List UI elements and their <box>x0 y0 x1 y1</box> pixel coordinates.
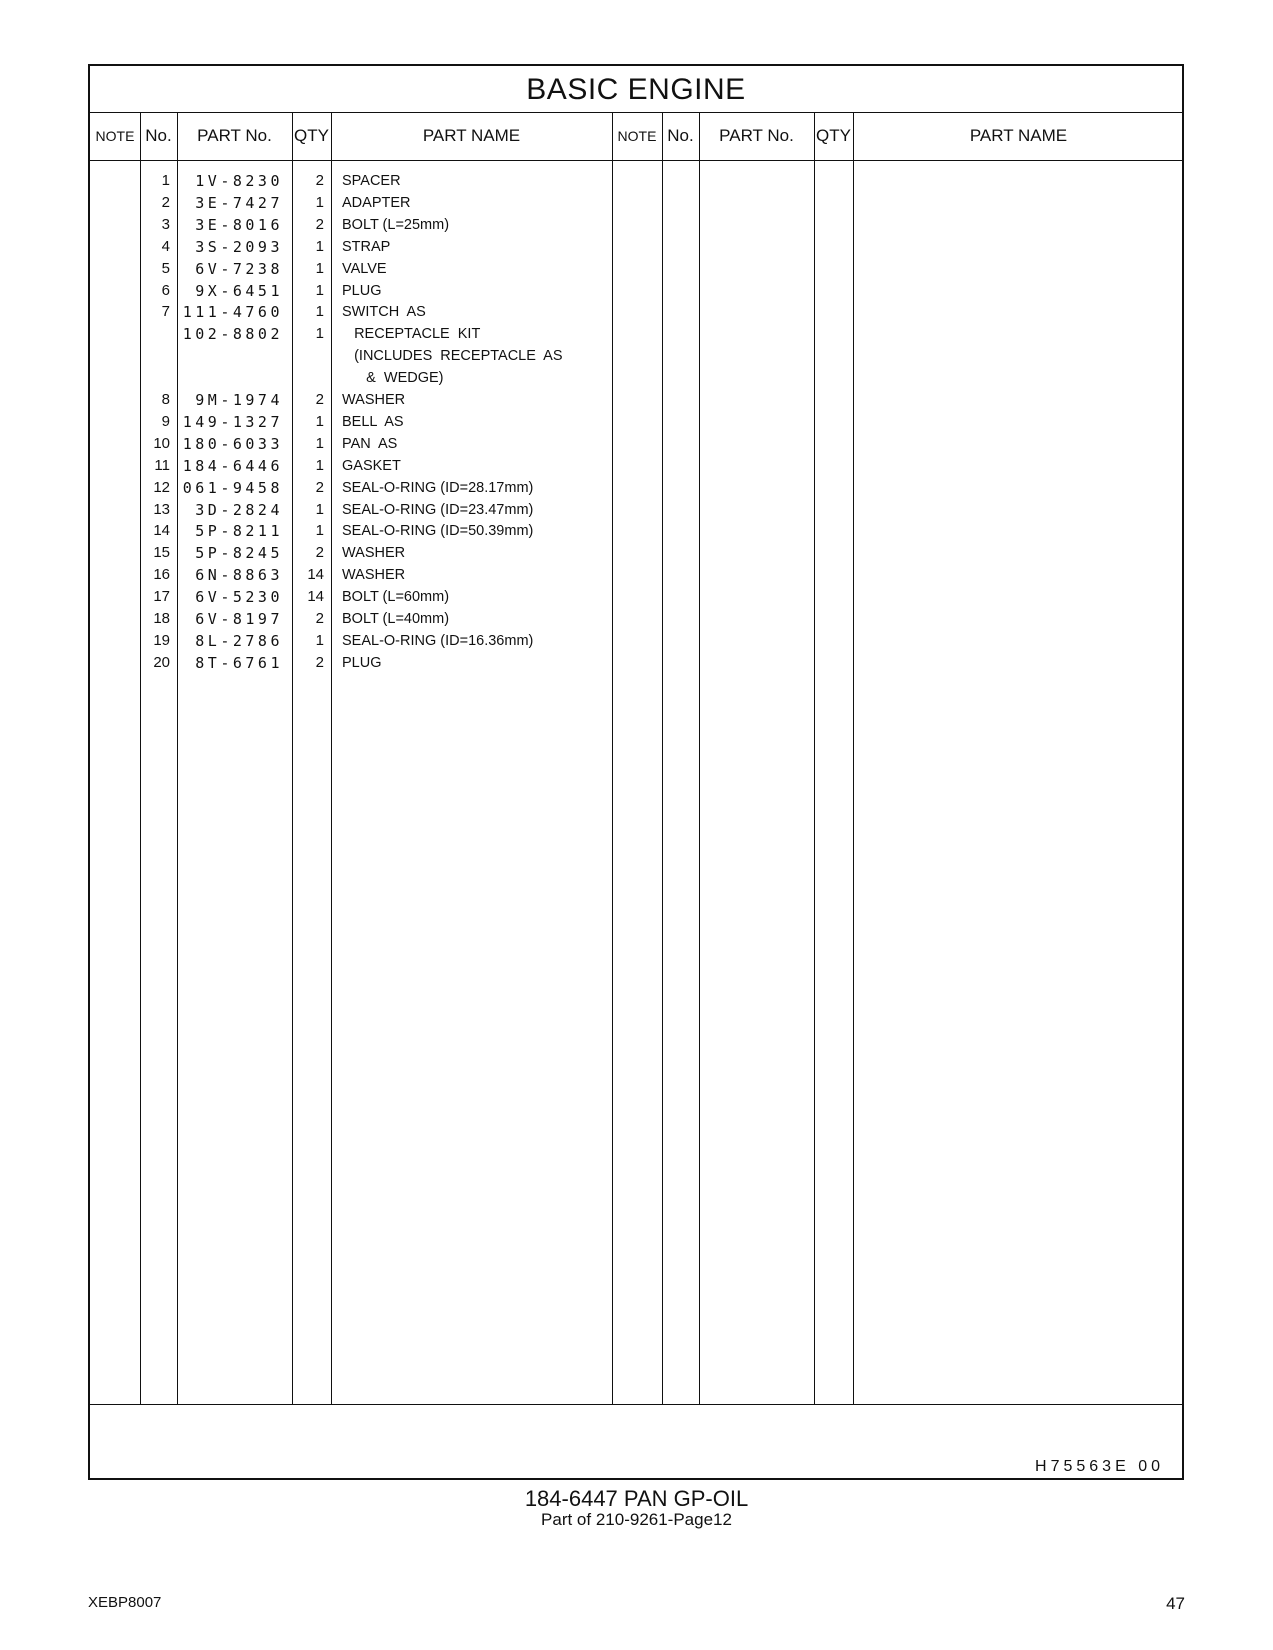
column-divider <box>853 112 854 1404</box>
item-number: 1 <box>161 172 170 189</box>
drawing-code: H75563E 00 <box>1035 1458 1164 1475</box>
part-name: BOLT (L=60mm) <box>342 589 450 606</box>
quantity: 1 <box>315 456 324 474</box>
quantity <box>292 367 324 389</box>
quantity: 1 <box>315 237 324 255</box>
quantity: 14 <box>307 588 324 606</box>
part-name: RECEPTACLE KIT <box>342 326 481 343</box>
part-number: 8T-6761 <box>195 653 283 672</box>
quantity: 1 <box>315 434 324 452</box>
part-name: SEAL-O-RING (ID=50.39mm) <box>342 523 534 540</box>
item-number: 7 <box>161 303 170 321</box>
part-number: 6V-7238 <box>195 259 283 278</box>
part-name: PLUG <box>342 282 382 299</box>
quantity: 1 <box>315 412 324 430</box>
quantity: 2 <box>315 478 324 496</box>
quantity: 2 <box>315 391 324 408</box>
part-name: PAN AS <box>342 435 398 452</box>
part-name: BOLT (L=40mm) <box>342 611 450 627</box>
column-divider <box>699 112 700 1404</box>
part-name: BELL AS <box>342 413 404 430</box>
header-part-no: PART No. <box>197 126 272 145</box>
part-number: 149-1327 <box>182 412 283 431</box>
part-number: 9M-1974 <box>195 391 283 409</box>
part-number: 102-8802 <box>182 325 283 344</box>
part-name: ADAPTER <box>342 194 411 211</box>
part-number: 6V-5230 <box>195 588 283 607</box>
part-number: 6V-8197 <box>195 610 283 628</box>
group-subcaption: Part of 210-9261-Page12 <box>541 1510 732 1529</box>
part-number: 180-6033 <box>182 434 283 453</box>
part-name: (INCLUDES RECEPTACLE AS <box>342 348 563 365</box>
part-number: 3D-2824 <box>195 500 283 519</box>
document-id: XEBP8007 <box>88 1594 162 1611</box>
part-number: 9X-6451 <box>195 281 283 300</box>
item-number: 12 <box>153 478 170 496</box>
part-number: 111-4760 <box>182 303 283 322</box>
header-part-name: PART NAME <box>969 126 1068 145</box>
quantity: 14 <box>307 566 324 584</box>
part-name: WASHER <box>342 392 406 408</box>
quantity: 1 <box>315 325 324 343</box>
item-number: 9 <box>161 412 170 430</box>
part-number <box>177 367 283 389</box>
part-name: SWITCH AS <box>342 304 426 321</box>
quantity: 2 <box>315 215 324 233</box>
quantity: 1 <box>315 631 324 649</box>
part-name: WASHER <box>342 545 406 562</box>
section-title: BASIC ENGINE <box>90 66 1182 113</box>
header-qty: QTY <box>816 126 851 145</box>
quantity: 1 <box>315 259 324 277</box>
item-number: 15 <box>153 544 170 562</box>
quantity: 1 <box>315 193 324 211</box>
part-number: 5P-8211 <box>195 522 283 541</box>
item-number: 3 <box>161 215 170 233</box>
quantity: 2 <box>315 544 324 562</box>
item-number: 19 <box>153 631 170 649</box>
part-name: PLUG <box>342 654 382 671</box>
item-number: 18 <box>153 610 170 627</box>
part-name: STRAP <box>342 238 391 255</box>
header-part-name: PART NAME <box>422 126 521 145</box>
part-name: & WEDGE) <box>342 370 444 387</box>
part-name: SPACER <box>342 173 401 189</box>
part-number: 061-9458 <box>182 478 283 497</box>
item-number: 11 <box>154 456 170 474</box>
item-number: 16 <box>153 566 170 584</box>
part-number: 3E-7427 <box>195 193 283 212</box>
part-number: 1V-8230 <box>195 172 283 190</box>
header-no: No. <box>667 126 694 145</box>
part-number: 5P-8245 <box>195 544 283 563</box>
item-number: 17 <box>153 588 170 606</box>
part-number: 3S-2093 <box>195 237 283 256</box>
part-name: GASKET <box>342 457 401 474</box>
item-number: 5 <box>161 259 170 277</box>
quantity: 1 <box>315 303 324 321</box>
item-number: 2 <box>161 193 170 211</box>
header-note: NOTE <box>617 128 657 144</box>
column-divider <box>662 112 663 1404</box>
item-number <box>140 345 170 367</box>
part-number: 184-6446 <box>182 456 283 475</box>
part-name: WASHER <box>342 567 406 584</box>
part-number: 8L-2786 <box>195 631 283 650</box>
item-number: 4 <box>161 237 170 255</box>
item-number: 10 <box>153 434 170 452</box>
quantity: 2 <box>315 172 324 189</box>
quantity <box>292 345 324 367</box>
part-name: VALVE <box>342 260 387 277</box>
quantity: 2 <box>315 610 324 627</box>
header-no: No. <box>145 126 172 145</box>
header-qty: QTY <box>294 126 329 145</box>
item-number <box>140 367 170 389</box>
item-number: 13 <box>153 500 170 518</box>
quantity: 1 <box>315 281 324 299</box>
part-name: BOLT (L=25mm) <box>342 216 450 233</box>
item-number: 20 <box>153 653 170 671</box>
part-name: SEAL-O-RING (ID=28.17mm) <box>342 479 534 496</box>
part-name: SEAL-O-RING (ID=16.36mm) <box>342 632 534 649</box>
quantity: 2 <box>315 653 324 671</box>
part-number: 3E-8016 <box>195 215 283 234</box>
page-number: 47 <box>1166 1594 1185 1613</box>
parts-table-frame <box>88 64 1184 1480</box>
column-divider <box>331 112 332 1404</box>
part-name: SEAL-O-RING (ID=23.47mm) <box>342 501 534 518</box>
item-number: 8 <box>161 391 170 408</box>
column-divider <box>612 112 613 1404</box>
item-number <box>140 323 170 345</box>
part-number <box>177 345 283 367</box>
quantity: 1 <box>315 500 324 518</box>
item-number: 6 <box>161 281 170 299</box>
header-part-no: PART No. <box>719 126 794 145</box>
group-caption: 184-6447 PAN GP-OIL <box>524 1486 749 1511</box>
column-divider <box>814 112 815 1404</box>
part-number: 6N-8863 <box>195 566 283 585</box>
table-bottom-line <box>90 1404 1182 1405</box>
header-note: NOTE <box>95 128 135 144</box>
quantity: 1 <box>315 522 324 540</box>
item-number: 14 <box>153 522 170 540</box>
